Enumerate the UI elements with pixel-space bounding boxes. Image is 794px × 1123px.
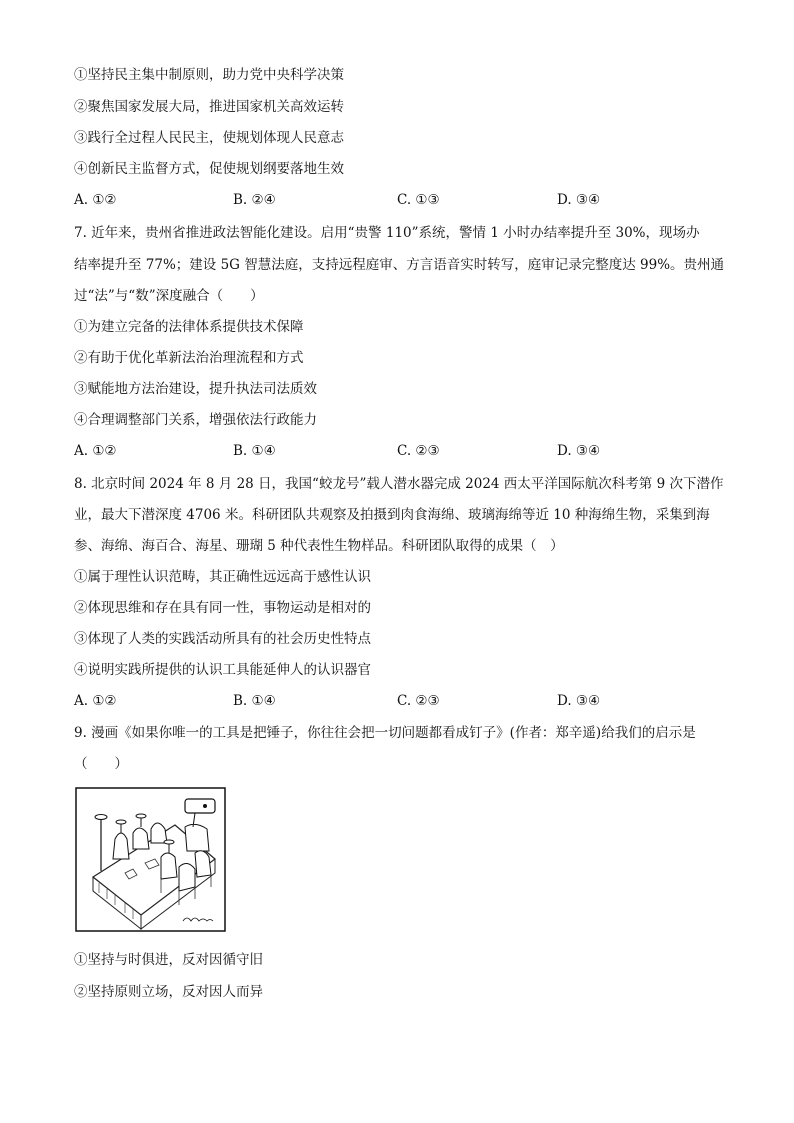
q7-option-b: B. ①④ [233,443,276,459]
q7-statement-3: ③赋能地方法治建设，提升执法司法质效 [74,381,317,397]
q7-statement-2: ②有助于优化革新法治治理流程和方式 [74,350,304,366]
q9-stem-line-2: （ ） [74,756,128,772]
q6-option-c: C. ①③ [397,192,440,208]
q8-statement-1: ①属于理性认识范畴，其正确性远远高于感性认识 [74,569,371,585]
q9-statement-2: ②坚持原则立场，反对因人而异 [74,984,263,1000]
q6-option-b: B. ②④ [233,192,276,208]
q8-option-a: A. ①② [74,693,117,709]
q8-option-b: B. ①④ [233,693,276,709]
q6-statement-2: ②聚焦国家发展大局，推进国家机关高效运转 [74,99,344,115]
q7-option-c: C. ②③ [397,443,440,459]
q8-statement-3: ③体现了人类的实践活动所具有的社会历史性特点 [74,631,371,647]
q6-option-a: A. ①② [74,192,117,208]
q9-statement-1: ①坚持与时俱进，反对因循守旧 [74,952,263,968]
q6-statement-4: ④创新民主监督方式，促使规划纲要落地生效 [74,161,344,177]
q9-stem-line-1: 9. 漫画《如果你唯一的工具是把锤子，你往往会把一切问题都看成钉子》(作者：郑辛遥)给我们的启示是 [74,725,696,741]
q7-option-d: D. ③④ [557,443,601,459]
q7-statement-1: ①为建立完备的法律体系提供技术保障 [74,319,304,335]
q7-stem-line-3: 过“法”与“数”深度融合（ ） [74,288,264,304]
q8-stem-line-2: 业，最大下潜深度 4706 米。科研团队共观察及拍摄到肉食海绵、玻璃海绵等近 10 种海绵生物，采集到海 [74,507,710,523]
q8-option-d: D. ③④ [557,693,601,709]
q7-option-a: A. ①② [74,443,117,459]
q8-statement-2: ②体现思维和存在具有同一性，事物运动是相对的 [74,600,371,616]
q7-stem-line-2: 结率提升至 77%；建设 5G 智慧法庭，支持远程庭审、方言语音实时转写，庭审记录完整度达 99%。贵州通 [74,257,725,273]
cartoon-illustration [75,787,226,932]
q8-option-c: C. ②③ [397,693,440,709]
q7-stem-line-1: 7. 近年来，贵州省推进政法智能化建设。启用“贵警 110”系统，警情 1 小时办结率提升至 30%，现场办 [74,225,700,241]
q6-option-d: D. ③④ [557,192,601,208]
q7-statement-4: ④合理调整部门关系，增强依法行政能力 [74,412,317,428]
q8-stem-line-1: 8. 北京时间 2024 年 8 月 28 日，我国“蛟龙号”载人潜水器完成 2024 西太平洋国际航次科考第 9 次下潜作 [74,476,724,492]
q6-statement-3: ③践行全过程人民民主，使规划体现人民意志 [74,130,344,146]
q8-statement-4: ④说明实践所提供的认识工具能延伸人的认识器官 [74,662,371,678]
q6-statement-1: ①坚持民主集中制原则，助力党中央科学决策 [74,67,344,83]
q8-stem-line-3: 参、海绵、海百合、海星、珊瑚 5 种代表性生物样品。科研团队取得的成果（ ） [74,538,564,554]
